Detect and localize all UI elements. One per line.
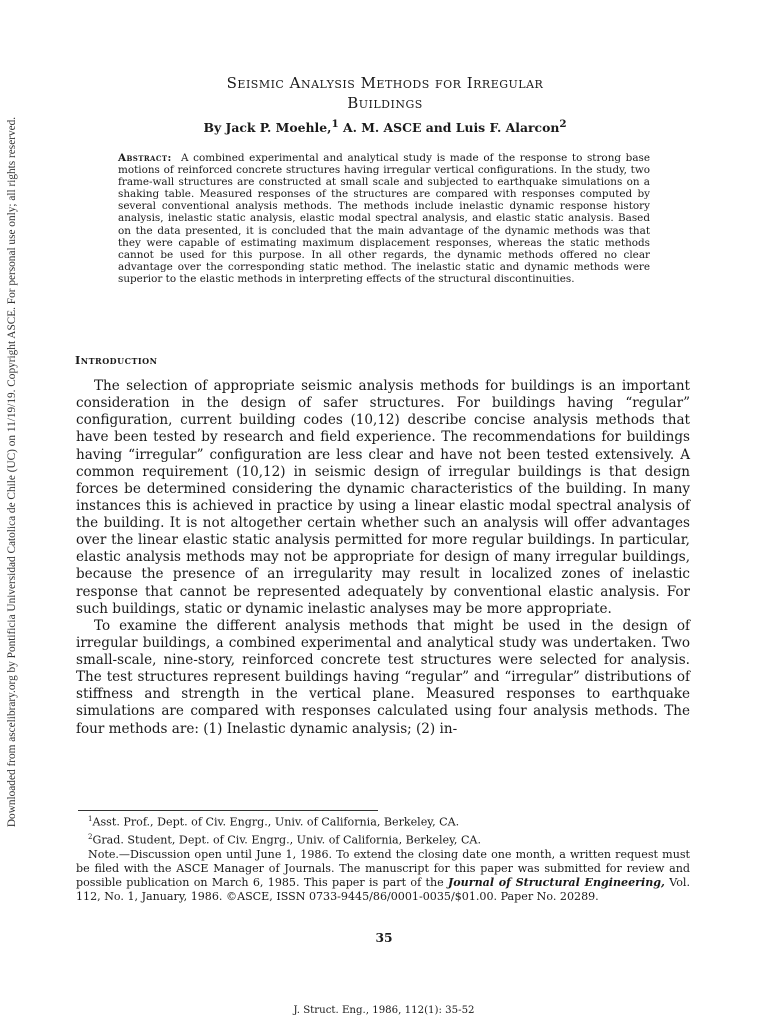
section-heading-introduction: Introduction xyxy=(75,353,158,367)
paper-title xyxy=(120,73,650,113)
footnote-1-text: Asst. Prof., Dept. of Civ. Engrg., Univ. of California, Berkeley, CA. xyxy=(92,815,460,829)
footnote-1-mark: 1 xyxy=(88,815,93,823)
abstract xyxy=(118,152,650,285)
paragraph: The selection of appropriate seismic analysis methods for buildings is an important consideration in the design of safer structures. For buildings having “regular” configuration, current building codes (10,12) describe concise analysis methods that have been tested by research and field experience. The recommendations for buildings having “irregular” configuration are less clear and have not been tested extensively. A common requirement (10,12) in seismic design of irregular buildings is that design forces be determined considering the dynamic characteristics of the building. In many instances this is achieved in practice by using a linear elastic modal spectral analysis of the building. It is not altogether certain whether such an analysis will offer advantages over the linear elastic static analysis permitted for more regular buildings. In particular, elastic analysis methods may not be appropriate for design of many irregular buildings, because the presence of an irregularity may result in localized zones of inelastic response that cannot be represented adequately by conventional elastic analysis. For such buildings, static or dynamic inelastic analyses may be more appropriate. xyxy=(76,378,690,617)
citation-footer: J. Struct. Eng., 1986, 112(1): 35-52 xyxy=(293,1005,475,1016)
title-line-1: Seismic Analysis Methods for Irregular xyxy=(226,74,544,93)
authors-middle: A. M. ASCE and Luis F. Alarcon xyxy=(338,120,560,136)
footnote-rule xyxy=(78,810,378,811)
footnote-2-mark: 2 xyxy=(88,832,93,841)
authors-prefix: By Jack P. Moehle, xyxy=(203,120,332,136)
page-number: 35 xyxy=(375,930,393,945)
footnote-2-text: Grad. Student, Dept. of Civ. Engrg., Univ. of California, Berkeley, CA. xyxy=(92,833,481,847)
abstract-text: A combined experimental and analytical study is made of the response to strong base motions of reinforced concrete structures having irregular vertical configurations. In the study, two frame-wall structures are constructed at small scale and subjected to earthquake simulations on a shaking table. Measured responses of the structures are compared with responses computed by several conventional analysis methods. The methods include inelastic dynamic response history analysis, inelastic static analysis, elastic modal spectral analysis, and elastic static analysis. Based on the data presented, it is concluded that the main advantage of the dynamic methods was that they were capable of estimating maximum displacement responses, whereas the static methods cannot be used for this purpose. In all other regards, the dynamic methods offered no clear advantage over the corresponding static method. The inelastic static and dynamic methods were superior to the elastic methods in interpreting effects of the structural discontinuities. xyxy=(118,152,650,285)
download-notice-text: Downloaded from ascelibrary.org by Pontificia Universidad Catolica de Chile (UC) on 11/19/19. Copyright ASCE. For personal use only; all rights reserved. xyxy=(6,116,18,828)
footnote-2 xyxy=(76,830,690,848)
author-2-footnote-mark: 2 xyxy=(559,118,567,130)
author-1-footnote-mark: 1 xyxy=(331,118,339,130)
footnote-1 xyxy=(76,812,690,830)
journal-name: Journal of Structural Engineering, xyxy=(448,876,665,890)
editorial-note xyxy=(76,848,690,905)
abstract-label: Abstract: xyxy=(118,152,172,164)
paragraph: To examine the different analysis methods that might be used in the design of irregular buildings, a combined experimental and analytical study was undertaken. Two small-scale, nine-story, reinforced concrete test structures were selected for analysis. The test structures represent buildings having “regular” and “irregular” distributions of stiffness and strength in the vertical plane. Measured responses to earthquake simulations are compared with responses calculated using four analysis methods. The four methods are: (1) Inelastic dynamic analysis; (2) in- xyxy=(76,617,690,737)
footnotes xyxy=(76,812,690,905)
title-line-2: Buildings xyxy=(347,94,423,113)
download-notice xyxy=(0,20,22,920)
editorial-note-text-b: Vol. 112, No. 1, January, 1986. ©ASCE, ISSN 0733-9445/86/0001-0035/$01.00. Paper No. 20289. xyxy=(76,876,690,904)
author-line xyxy=(120,118,650,135)
editorial-note-text-a: Note.—Discussion open until June 1, 1986. To extend the closing date one month, a written request must be filed with the ASCE Manager of Journals. The manuscript for this paper was submitted for review and possible publication on March 6, 1985. This paper is part of the xyxy=(76,847,690,890)
introduction-body xyxy=(76,378,690,738)
